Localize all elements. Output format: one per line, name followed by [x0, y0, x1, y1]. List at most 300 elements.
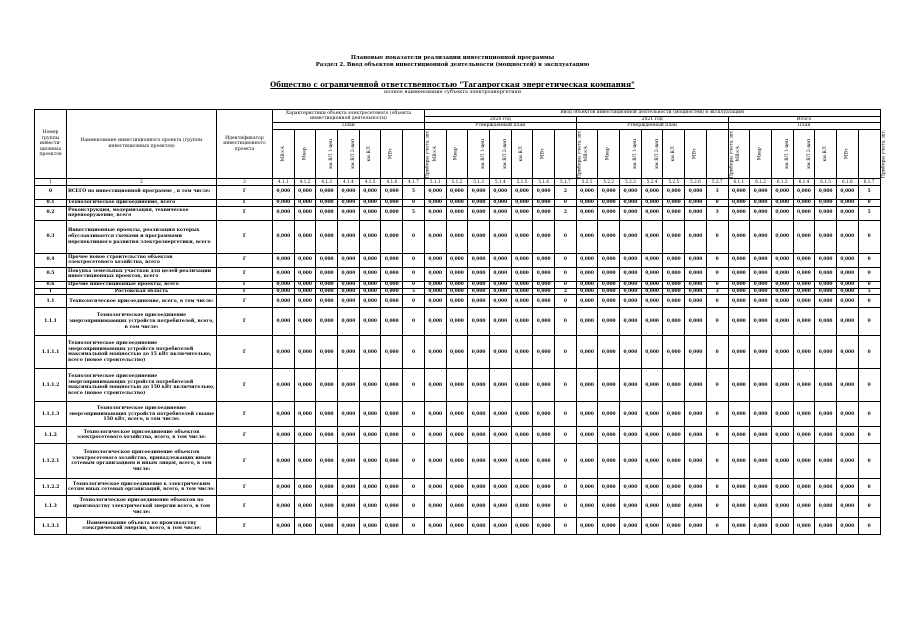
column-number: 6.1.5: [815, 178, 837, 185]
value-cell: 0,000: [316, 479, 338, 496]
value-cell: 0,000: [576, 496, 598, 518]
column-number: 4.1.1: [273, 178, 295, 185]
value-cell: 0,000: [381, 267, 403, 281]
value-cell: 0,000: [359, 253, 381, 267]
value-cell: 0,000: [641, 444, 663, 479]
unit-label: Мвар: [454, 147, 460, 161]
value-cell: 0: [403, 444, 425, 479]
unit-label: км КЛ: [822, 146, 828, 162]
value-cell: 0,000: [793, 427, 815, 444]
row-name: Технологическое присоединение, всего: [67, 199, 217, 206]
value-cell: 0,000: [338, 199, 360, 206]
value-cell: 0,000: [598, 402, 620, 427]
unit-label: км ВЛ 1-цеп: [329, 138, 335, 169]
value-cell: 0: [403, 220, 425, 253]
value-cell: 0,000: [468, 253, 490, 267]
value-cell: 0,000: [685, 427, 707, 444]
value-cell: 0,000: [338, 185, 360, 199]
value-cell: 0,000: [294, 267, 316, 281]
unit-header: [381, 129, 403, 178]
value-cell: 0,000: [576, 267, 598, 281]
column-number: 1: [35, 178, 67, 185]
value-cell: 0,000: [641, 427, 663, 444]
col-year-2020: 2020 год: [424, 116, 576, 123]
value-cell: 0,000: [468, 267, 490, 281]
value-cell: 0: [858, 479, 880, 496]
value-cell: 0,000: [728, 199, 750, 206]
value-cell: 0,000: [316, 281, 338, 288]
value-cell: 0,000: [793, 220, 815, 253]
value-cell: 0,000: [316, 206, 338, 220]
value-cell: 0,000: [338, 288, 360, 295]
value-cell: 0,000: [294, 206, 316, 220]
row-code: 1.1.2: [35, 427, 67, 444]
value-cell: 0,000: [641, 295, 663, 308]
value-cell: 0,000: [771, 402, 793, 427]
value-cell: 0,000: [359, 281, 381, 288]
value-cell: 0,000: [294, 479, 316, 496]
value-cell: 0,000: [381, 479, 403, 496]
row-id: Г: [217, 402, 273, 427]
value-cell: 5: [858, 206, 880, 220]
unit-header: [620, 129, 642, 178]
value-cell: 0,000: [533, 185, 555, 199]
row-code: 0.1: [35, 199, 67, 206]
value-cell: 5: [403, 185, 425, 199]
company-name: Общество с ограниченной ответственностью "Таганрогская энергетическая компания": [270, 80, 635, 89]
row-name: Технологическое присоединение энергопринимающих устройств потребителей максимальной мощностью до 150 кВт включительно, всего (новое строительство): [67, 369, 217, 402]
unit-header: [793, 129, 815, 178]
value-cell: 0,000: [273, 253, 295, 267]
value-cell: 0,000: [728, 308, 750, 336]
value-cell: 0: [555, 253, 577, 267]
column-number: 5.1.1: [424, 178, 446, 185]
value-cell: 0: [858, 199, 880, 206]
value-cell: 0: [555, 267, 577, 281]
value-cell: 0,000: [771, 336, 793, 369]
value-cell: 0,000: [511, 369, 533, 402]
value-cell: 0,000: [771, 253, 793, 267]
column-number: 5.2.7: [706, 178, 728, 185]
value-cell: 0,000: [533, 220, 555, 253]
table-row: [35, 253, 881, 267]
value-cell: 0,000: [446, 253, 468, 267]
table-row: [35, 369, 881, 402]
value-cell: 0: [403, 336, 425, 369]
document-title: Плановые показатели реализации инвестиционной программы: [350, 55, 555, 61]
value-cell: 0,000: [338, 402, 360, 427]
value-cell: 0,000: [359, 427, 381, 444]
value-cell: 0,000: [728, 479, 750, 496]
unit-header: [555, 129, 583, 179]
value-cell: 0,000: [533, 444, 555, 479]
value-cell: 0,000: [489, 308, 511, 336]
value-cell: 0,000: [641, 206, 663, 220]
value-cell: 0,000: [685, 308, 707, 336]
value-cell: 0: [706, 402, 728, 427]
value-cell: 0: [403, 295, 425, 308]
row-code: 1.1.2.1: [35, 444, 67, 479]
value-cell: 0,000: [489, 518, 511, 535]
value-cell: 0,000: [381, 199, 403, 206]
value-cell: 0,000: [836, 253, 858, 267]
value-cell: 0,000: [620, 308, 642, 336]
value-cell: 0,000: [728, 518, 750, 535]
row-code: 1.1.3: [35, 496, 67, 518]
value-cell: 0,000: [771, 267, 793, 281]
value-cell: 0,000: [620, 496, 642, 518]
value-cell: 0,000: [273, 479, 295, 496]
value-cell: 0,000: [381, 253, 403, 267]
value-cell: 3: [706, 288, 728, 295]
value-cell: 0,000: [468, 288, 490, 295]
value-cell: 0,000: [381, 185, 403, 199]
value-cell: 0,000: [359, 199, 381, 206]
value-cell: 0: [706, 518, 728, 535]
value-cell: 0,000: [836, 206, 858, 220]
row-code: 1.1.2.2: [35, 479, 67, 496]
value-cell: 0,000: [598, 479, 620, 496]
value-cell: 0: [555, 220, 577, 253]
value-cell: 0,000: [511, 402, 533, 427]
value-cell: 0,000: [511, 199, 533, 206]
value-cell: 0,000: [685, 402, 707, 427]
value-cell: 0,000: [685, 288, 707, 295]
value-cell: 0,000: [576, 199, 598, 206]
row-name: Инвестиционные проекты, реализация которых обуславливается схемами и программами перспективного развития электроэнергетики, всего: [67, 220, 217, 253]
value-cell: 0,000: [598, 308, 620, 336]
value-cell: 0,000: [620, 267, 642, 281]
value-cell: 0: [706, 267, 728, 281]
value-cell: 0,000: [663, 496, 685, 518]
row-name: Технологическое присоединение объектов электросетевого хозяйства, принадлежащих иным сетевым организациям и иным лицам, всего, в том числе:: [67, 444, 217, 479]
row-code: 1.1.1.3: [35, 402, 67, 427]
value-cell: 0,000: [685, 444, 707, 479]
unit-header: [771, 129, 793, 178]
value-cell: 0: [858, 308, 880, 336]
value-cell: 2: [555, 185, 577, 199]
value-cell: 0,000: [489, 295, 511, 308]
value-cell: 0,000: [316, 427, 338, 444]
value-cell: 0,000: [728, 369, 750, 402]
value-cell: 0,000: [273, 220, 295, 253]
value-cell: 0,000: [728, 295, 750, 308]
table-row: [35, 295, 881, 308]
column-number: 5.2.5: [663, 178, 685, 185]
value-cell: 0,000: [641, 402, 663, 427]
value-cell: 0,000: [750, 427, 772, 444]
investment-table: [34, 109, 887, 535]
value-cell: 0,000: [793, 206, 815, 220]
value-cell: 0,000: [576, 295, 598, 308]
value-cell: 0,000: [663, 288, 685, 295]
value-cell: 0,000: [836, 267, 858, 281]
value-cell: 0,000: [641, 185, 663, 199]
value-cell: 0,000: [836, 369, 858, 402]
value-cell: 0: [706, 496, 728, 518]
value-cell: 0,000: [359, 402, 381, 427]
column-number: 5.1.5: [511, 178, 533, 185]
value-cell: 0,000: [641, 267, 663, 281]
table-row: [35, 281, 881, 288]
value-cell: 0,000: [424, 185, 446, 199]
value-cell: 0,000: [620, 479, 642, 496]
value-cell: 0,000: [273, 206, 295, 220]
value-cell: 0,000: [489, 185, 511, 199]
value-cell: 0,000: [836, 281, 858, 288]
value-cell: 0,000: [316, 199, 338, 206]
value-cell: 0,000: [511, 253, 533, 267]
value-cell: 0,000: [576, 369, 598, 402]
value-cell: 0,000: [468, 444, 490, 479]
value-cell: 0,000: [771, 479, 793, 496]
value-cell: 0,000: [468, 402, 490, 427]
column-number: 5.1.4: [489, 178, 511, 185]
value-cell: 0,000: [641, 479, 663, 496]
value-cell: 0,000: [815, 369, 837, 402]
value-cell: 0,000: [685, 336, 707, 369]
value-cell: 0,000: [338, 220, 360, 253]
column-number: 3: [217, 178, 273, 185]
value-cell: 0,000: [511, 206, 533, 220]
value-cell: 0,000: [533, 402, 555, 427]
unit-label: км ВЛ 1-цеп: [633, 138, 639, 169]
value-cell: 5: [403, 288, 425, 295]
value-cell: 0: [706, 369, 728, 402]
value-cell: 0,000: [576, 185, 598, 199]
value-cell: 0,000: [489, 253, 511, 267]
unit-header: [338, 129, 360, 178]
value-cell: 0,000: [294, 444, 316, 479]
row-name: Прочее новое строительство объектов электросетевого хозяйства, всего: [67, 253, 217, 267]
col-project-id: Идентификатор инвестиционного проекта: [217, 110, 273, 179]
value-cell: 0,000: [446, 369, 468, 402]
value-cell: 0,000: [511, 288, 533, 295]
value-cell: 0: [555, 281, 577, 288]
value-cell: 0,000: [294, 518, 316, 535]
value-cell: 0,000: [815, 267, 837, 281]
value-cell: 0,000: [576, 336, 598, 369]
unit-label: МВт: [388, 148, 394, 160]
value-cell: 0,000: [338, 281, 360, 288]
value-cell: 0: [858, 444, 880, 479]
value-cell: 0,000: [620, 281, 642, 288]
value-cell: 0,000: [793, 253, 815, 267]
value-cell: 0: [403, 369, 425, 402]
col-project-name: Наименование инвестиционного проекта (группы инвестиционных проектов): [67, 110, 217, 179]
value-cell: 0: [858, 427, 880, 444]
value-cell: 0,000: [316, 369, 338, 402]
value-cell: 0,000: [728, 427, 750, 444]
value-cell: 0,000: [815, 427, 837, 444]
value-cell: 0,000: [685, 253, 707, 267]
value-cell: 0,000: [685, 267, 707, 281]
value-cell: 0,000: [273, 369, 295, 402]
value-cell: 0,000: [576, 479, 598, 496]
column-number: 5.1.6: [533, 178, 555, 185]
table-row: [35, 308, 881, 336]
table-row: [35, 206, 881, 220]
row-name: Реконструкция, модернизация, техническое перевооружение, всего: [67, 206, 217, 220]
value-cell: 0,000: [793, 288, 815, 295]
value-cell: 0,000: [446, 281, 468, 288]
value-cell: 0,000: [533, 206, 555, 220]
value-cell: 0,000: [468, 295, 490, 308]
column-number: 4.1.4: [338, 178, 360, 185]
value-cell: 0,000: [685, 295, 707, 308]
value-cell: 0,000: [663, 220, 685, 253]
col-total: Итого: [728, 116, 880, 123]
value-cell: 0,000: [663, 479, 685, 496]
row-name: Технологическое присоединение объектов электросетевого хозяйства, всего, в том числе:: [67, 427, 217, 444]
value-cell: 0,000: [446, 308, 468, 336]
value-cell: 0,000: [836, 479, 858, 496]
value-cell: 0,000: [381, 518, 403, 535]
value-cell: 0,000: [728, 496, 750, 518]
value-cell: 0,000: [489, 427, 511, 444]
value-cell: 0: [555, 199, 577, 206]
value-cell: 0,000: [663, 185, 685, 199]
value-cell: 0,000: [533, 427, 555, 444]
value-cell: 0,000: [641, 369, 663, 402]
column-number: 5.2.6: [685, 178, 707, 185]
value-cell: 0,000: [381, 336, 403, 369]
value-cell: 0,000: [793, 185, 815, 199]
value-cell: 0,000: [576, 402, 598, 427]
value-cell: 0,000: [728, 253, 750, 267]
row-code: 1.1.1.2: [35, 369, 67, 402]
row-id: Г: [217, 199, 273, 206]
value-cell: 0,000: [576, 281, 598, 288]
value-cell: 0,000: [576, 427, 598, 444]
value-cell: 0,000: [771, 308, 793, 336]
value-cell: 0,000: [685, 185, 707, 199]
value-cell: 0,000: [620, 295, 642, 308]
value-cell: 0,000: [511, 220, 533, 253]
value-cell: 0,000: [468, 206, 490, 220]
value-cell: 0,000: [663, 308, 685, 336]
value-cell: 0,000: [533, 479, 555, 496]
unit-label: км ВЛ 2-цеп: [654, 138, 660, 169]
value-cell: 0,000: [338, 295, 360, 308]
value-cell: 0,000: [468, 369, 490, 402]
value-cell: 0,000: [294, 402, 316, 427]
col-characteristics: Характеристики объекта электросетевого (объекта инвестиционной деятельности): [273, 110, 425, 123]
value-cell: 0,000: [294, 496, 316, 518]
column-number: 4.1.6: [381, 178, 403, 185]
value-cell: 0,000: [446, 199, 468, 206]
value-cell: 0,000: [273, 267, 295, 281]
value-cell: 0,000: [511, 185, 533, 199]
column-number: 6.1.4: [793, 178, 815, 185]
value-cell: 0,000: [381, 496, 403, 518]
value-cell: 0,000: [294, 288, 316, 295]
unit-label: Мвар: [302, 147, 308, 161]
value-cell: 0,000: [771, 369, 793, 402]
row-name: Технологическое присоединение энергопринимающих устройств потребителей, всего, в том числе:: [67, 308, 217, 336]
value-cell: 5: [858, 288, 880, 295]
value-cell: 0,000: [836, 518, 858, 535]
row-id: Г: [217, 427, 273, 444]
value-cell: 0,000: [468, 308, 490, 336]
unit-header: [641, 129, 663, 178]
value-cell: 0,000: [511, 444, 533, 479]
value-cell: 0,000: [836, 444, 858, 479]
value-cell: 0,000: [533, 496, 555, 518]
value-cell: 0,000: [685, 518, 707, 535]
value-cell: 0,000: [598, 253, 620, 267]
unit-label: Приборы учета, шт.: [577, 129, 583, 179]
value-cell: 0,000: [750, 402, 772, 427]
value-cell: 0,000: [771, 206, 793, 220]
value-cell: 0,000: [750, 518, 772, 535]
column-number: 5.1.7: [555, 178, 577, 185]
row-name: Технологическое присоединение к электрическим сетям иных сетевых организаций, всего, в том числе:: [67, 479, 217, 496]
column-number: 4.1.3: [316, 178, 338, 185]
value-cell: 0,000: [728, 288, 750, 295]
value-cell: 0,000: [446, 496, 468, 518]
value-cell: 0,000: [381, 444, 403, 479]
value-cell: 0,000: [273, 444, 295, 479]
value-cell: 0,000: [728, 267, 750, 281]
value-cell: 0,000: [793, 267, 815, 281]
row-id: Г: [217, 185, 273, 199]
value-cell: 0,000: [381, 206, 403, 220]
value-cell: 0,000: [359, 496, 381, 518]
value-cell: 0,000: [793, 402, 815, 427]
value-cell: 0,000: [771, 281, 793, 288]
value-cell: 0,000: [316, 185, 338, 199]
value-cell: 0,000: [489, 402, 511, 427]
value-cell: 0,000: [359, 288, 381, 295]
row-id: Г: [217, 288, 273, 295]
value-cell: 0,000: [750, 220, 772, 253]
value-cell: 0,000: [468, 336, 490, 369]
value-cell: 0,000: [294, 253, 316, 267]
value-cell: 0,000: [815, 185, 837, 199]
value-cell: 0,000: [533, 369, 555, 402]
value-cell: 0,000: [576, 308, 598, 336]
value-cell: 0: [403, 267, 425, 281]
value-cell: 0,000: [489, 479, 511, 496]
value-cell: 0,000: [641, 199, 663, 206]
value-cell: 0,000: [273, 427, 295, 444]
value-cell: 0,000: [750, 253, 772, 267]
value-cell: 0,000: [598, 199, 620, 206]
value-cell: 0,000: [663, 281, 685, 288]
row-name: Технологическое присоединение, всего, в том числе:: [67, 295, 217, 308]
value-cell: 0: [403, 402, 425, 427]
value-cell: 0,000: [424, 267, 446, 281]
value-cell: 0,000: [750, 199, 772, 206]
table-row: [35, 496, 881, 518]
value-cell: 0: [706, 427, 728, 444]
value-cell: 0,000: [750, 369, 772, 402]
value-cell: 0,000: [468, 185, 490, 199]
unit-label: км КЛ: [519, 146, 525, 162]
value-cell: 0: [706, 479, 728, 496]
value-cell: 0,000: [836, 185, 858, 199]
value-cell: 0: [706, 253, 728, 267]
value-cell: 0,000: [598, 220, 620, 253]
value-cell: 0: [555, 308, 577, 336]
value-cell: 0,000: [381, 402, 403, 427]
value-cell: 0,000: [663, 444, 685, 479]
row-id: Г: [217, 496, 273, 518]
value-cell: 0,000: [533, 336, 555, 369]
value-cell: 0,000: [815, 281, 837, 288]
value-cell: 0,000: [338, 427, 360, 444]
